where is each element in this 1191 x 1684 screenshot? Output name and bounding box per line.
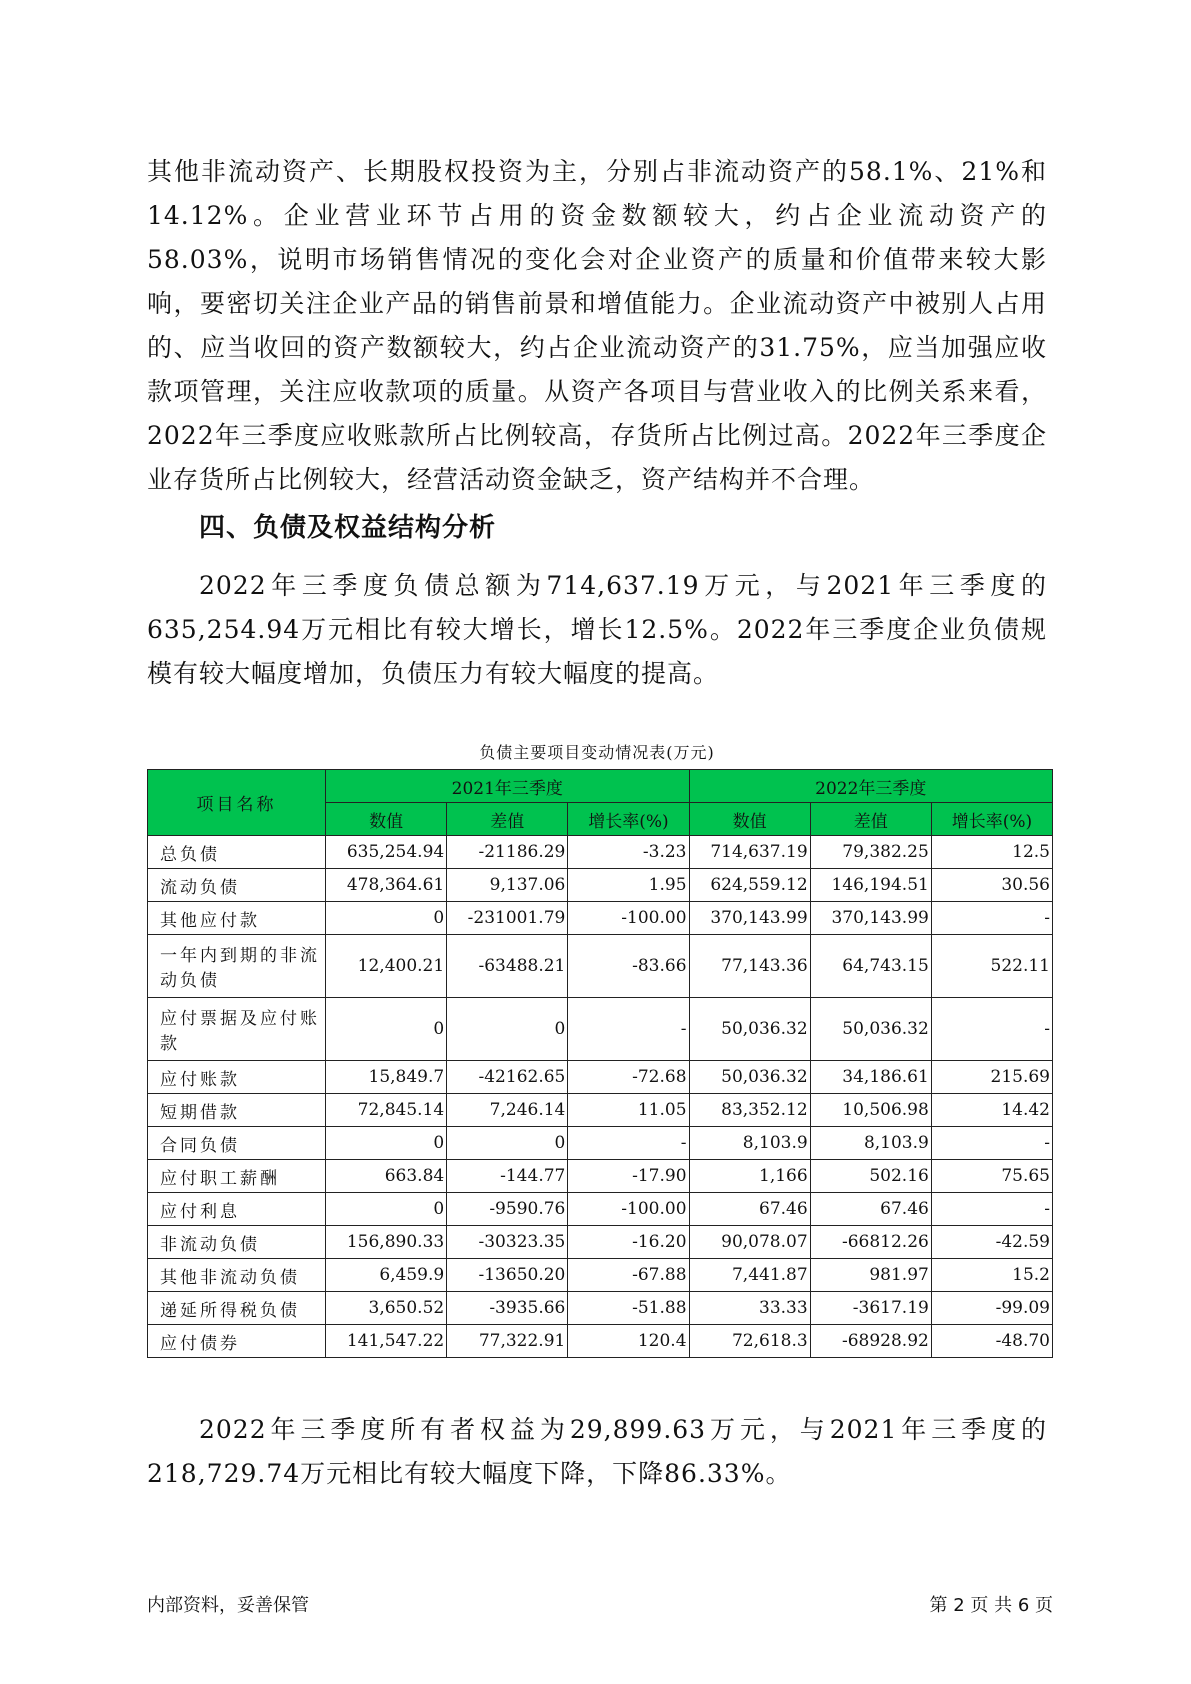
cell-diff-2021: 0 bbox=[447, 998, 568, 1061]
cell-rate-2022: 75.65 bbox=[931, 1160, 1052, 1193]
cell-diff-2022: -3617.19 bbox=[810, 1292, 931, 1325]
cell-diff-2021: 9,137.06 bbox=[447, 869, 568, 902]
confidential-note: 内部资料，妥善保管 bbox=[147, 1595, 309, 1616]
cell-value-2022: 33.33 bbox=[689, 1292, 810, 1325]
cell-rate-2021: -51.88 bbox=[568, 1292, 689, 1325]
cell-rate-2021: 11.05 bbox=[568, 1094, 689, 1127]
cell-value-2021: 635,254.94 bbox=[326, 836, 447, 869]
table-row bbox=[148, 1292, 1053, 1325]
table-row bbox=[148, 1127, 1053, 1160]
row-label: 递延所得税负债 bbox=[148, 1292, 326, 1325]
cell-diff-2022: 79,382.25 bbox=[810, 836, 931, 869]
cell-diff-2021: -3935.66 bbox=[447, 1292, 568, 1325]
row-label: 应付职工薪酬 bbox=[148, 1160, 326, 1193]
cell-rate-2021: 120.4 bbox=[568, 1325, 689, 1358]
cell-rate-2022: -42.59 bbox=[931, 1226, 1052, 1259]
paragraph-asset-structure: 其他非流动资产、长期股权投资为主，分别占非流动资产的58.1%、21%和14.12%。企业营业环节占用的资金数额较大，约占企业流动资产的58.03%，说明市场销售情况的变化会对企业资产的质量和价值带来较大影响，要密切关注企业产品的销售前景和增值能力。企业流动资产中被别人占用的、应当收回的资产数额较大，约占企业流动资产的31.75%，应当加强应收款项管理，关注应收款项的质量。从资产各项目与营业收入的比例关系来看，2022年三季度应收账款所占比例较高，存货所占比例过高。2022年三季度企业存货所占比例较大，经营活动资金缺乏，资产结构并不合理。 bbox=[147, 157, 1047, 494]
cell-rate-2021: -100.00 bbox=[568, 1193, 689, 1226]
row-label: 应付票据及应付账款 bbox=[148, 998, 326, 1061]
cell-diff-2021: -63488.21 bbox=[447, 935, 568, 998]
table-row bbox=[148, 1259, 1053, 1292]
cell-value-2022: 90,078.07 bbox=[689, 1226, 810, 1259]
cell-rate-2021: -3.23 bbox=[568, 836, 689, 869]
cell-diff-2022: 34,186.61 bbox=[810, 1061, 931, 1094]
table-title: 负债主要项目变动情况表(万元) bbox=[479, 743, 715, 762]
header-value-2022: 数值 bbox=[689, 803, 810, 836]
cell-rate-2021: -16.20 bbox=[568, 1226, 689, 1259]
paragraph-equity-summary: 2022年三季度所有者权益为29,899.63万元，与2021年三季度的218,729.74万元相比有较大幅度下降，下降86.33%。 bbox=[147, 1415, 1047, 1488]
cell-value-2022: 50,036.32 bbox=[689, 998, 810, 1061]
cell-value-2021: 3,650.52 bbox=[326, 1292, 447, 1325]
cell-value-2021: 0 bbox=[326, 1127, 447, 1160]
cell-diff-2022: 8,103.9 bbox=[810, 1127, 931, 1160]
cell-diff-2021: -13650.20 bbox=[447, 1259, 568, 1292]
row-label: 总负债 bbox=[148, 836, 326, 869]
cell-diff-2021: -21186.29 bbox=[447, 836, 568, 869]
cell-diff-2021: -42162.65 bbox=[447, 1061, 568, 1094]
cell-rate-2022: -99.09 bbox=[931, 1292, 1052, 1325]
table-row bbox=[148, 836, 1053, 869]
cell-value-2022: 83,352.12 bbox=[689, 1094, 810, 1127]
cell-value-2022: 8,103.9 bbox=[689, 1127, 810, 1160]
section-heading-liabilities: 四、负债及权益结构分析 bbox=[199, 513, 497, 543]
row-label: 一年内到期的非流动负债 bbox=[148, 935, 326, 998]
table-row bbox=[148, 1061, 1053, 1094]
cell-diff-2022: -66812.26 bbox=[810, 1226, 931, 1259]
header-group-2022: 2022年三季度 bbox=[689, 770, 1052, 803]
cell-value-2022: 1,166 bbox=[689, 1160, 810, 1193]
cell-value-2021: 6,459.9 bbox=[326, 1259, 447, 1292]
header-diff-2021: 差值 bbox=[447, 803, 568, 836]
cell-rate-2021: -17.90 bbox=[568, 1160, 689, 1193]
cell-rate-2021: -72.68 bbox=[568, 1061, 689, 1094]
cell-value-2022: 714,637.19 bbox=[689, 836, 810, 869]
cell-diff-2021: 0 bbox=[447, 1127, 568, 1160]
table-row bbox=[148, 902, 1053, 935]
cell-rate-2022: - bbox=[931, 1127, 1052, 1160]
cell-rate-2022: - bbox=[931, 902, 1052, 935]
cell-diff-2021: -231001.79 bbox=[447, 902, 568, 935]
cell-diff-2022: 502.16 bbox=[810, 1160, 931, 1193]
cell-diff-2022: 370,143.99 bbox=[810, 902, 931, 935]
cell-value-2021: 12,400.21 bbox=[326, 935, 447, 998]
table-row bbox=[148, 998, 1053, 1061]
cell-rate-2022: -48.70 bbox=[931, 1325, 1052, 1358]
cell-value-2021: 0 bbox=[326, 1193, 447, 1226]
cell-value-2021: 141,547.22 bbox=[326, 1325, 447, 1358]
table-row bbox=[148, 1325, 1053, 1358]
page-number: 第 2 页 共 6 页 bbox=[929, 1595, 1053, 1616]
table-row bbox=[148, 1094, 1053, 1127]
cell-rate-2021: -100.00 bbox=[568, 902, 689, 935]
header-rate-2022: 增长率(%) bbox=[931, 803, 1052, 836]
cell-value-2022: 77,143.36 bbox=[689, 935, 810, 998]
cell-rate-2022: 215.69 bbox=[931, 1061, 1052, 1094]
cell-diff-2021: 77,322.91 bbox=[447, 1325, 568, 1358]
cell-value-2021: 0 bbox=[326, 998, 447, 1061]
row-label: 应付债券 bbox=[148, 1325, 326, 1358]
cell-diff-2022: 146,194.51 bbox=[810, 869, 931, 902]
cell-rate-2022: 522.11 bbox=[931, 935, 1052, 998]
cell-rate-2022: 15.2 bbox=[931, 1259, 1052, 1292]
cell-diff-2022: 67.46 bbox=[810, 1193, 931, 1226]
cell-rate-2022: - bbox=[931, 998, 1052, 1061]
row-label: 短期借款 bbox=[148, 1094, 326, 1127]
cell-value-2022: 370,143.99 bbox=[689, 902, 810, 935]
table-row bbox=[148, 869, 1053, 902]
table-row bbox=[148, 935, 1053, 998]
cell-diff-2022: 981.97 bbox=[810, 1259, 931, 1292]
cell-diff-2021: -9590.76 bbox=[447, 1193, 568, 1226]
cell-rate-2022: 14.42 bbox=[931, 1094, 1052, 1127]
cell-value-2021: 0 bbox=[326, 902, 447, 935]
row-label: 其他应付款 bbox=[148, 902, 326, 935]
cell-value-2022: 67.46 bbox=[689, 1193, 810, 1226]
cell-value-2022: 7,441.87 bbox=[689, 1259, 810, 1292]
cell-diff-2022: 50,036.32 bbox=[810, 998, 931, 1061]
table-row bbox=[148, 1226, 1053, 1259]
header-group-2021: 2021年三季度 bbox=[326, 770, 689, 803]
cell-rate-2022: - bbox=[931, 1193, 1052, 1226]
header-rate-2021: 增长率(%) bbox=[568, 803, 689, 836]
cell-rate-2022: 12.5 bbox=[931, 836, 1052, 869]
row-label: 非流动负债 bbox=[148, 1226, 326, 1259]
header-value-2021: 数值 bbox=[326, 803, 447, 836]
cell-value-2022: 50,036.32 bbox=[689, 1061, 810, 1094]
cell-value-2021: 15,849.7 bbox=[326, 1061, 447, 1094]
cell-rate-2021: -83.66 bbox=[568, 935, 689, 998]
cell-diff-2021: -144.77 bbox=[447, 1160, 568, 1193]
table-row bbox=[148, 1160, 1053, 1193]
liabilities-table bbox=[147, 769, 1053, 1358]
cell-rate-2021: 1.95 bbox=[568, 869, 689, 902]
cell-value-2022: 624,559.12 bbox=[689, 869, 810, 902]
table-row bbox=[148, 1193, 1053, 1226]
cell-value-2021: 156,890.33 bbox=[326, 1226, 447, 1259]
cell-diff-2022: 64,743.15 bbox=[810, 935, 931, 998]
cell-value-2021: 72,845.14 bbox=[326, 1094, 447, 1127]
row-label: 其他非流动负债 bbox=[148, 1259, 326, 1292]
cell-value-2021: 663.84 bbox=[326, 1160, 447, 1193]
cell-value-2022: 72,618.3 bbox=[689, 1325, 810, 1358]
row-label: 应付账款 bbox=[148, 1061, 326, 1094]
cell-value-2021: 478,364.61 bbox=[326, 869, 447, 902]
cell-diff-2021: -30323.35 bbox=[447, 1226, 568, 1259]
cell-diff-2021: 7,246.14 bbox=[447, 1094, 568, 1127]
document-body bbox=[147, 150, 1050, 1496]
cell-rate-2022: 30.56 bbox=[931, 869, 1052, 902]
cell-diff-2022: -68928.92 bbox=[810, 1325, 931, 1358]
paragraph-liabilities-summary: 2022年三季度负债总额为714,637.19万元，与2021年三季度的635,254.94万元相比有较大增长，增长12.5%。2022年三季度企业负债规模有较大幅度增加，负债压力有较大幅度的提高。 bbox=[147, 571, 1047, 688]
cell-rate-2021: - bbox=[568, 1127, 689, 1160]
row-label: 应付利息 bbox=[148, 1193, 326, 1226]
cell-rate-2021: - bbox=[568, 998, 689, 1061]
header-item-name: 项目名称 bbox=[148, 770, 326, 836]
cell-diff-2022: 10,506.98 bbox=[810, 1094, 931, 1127]
page-footer bbox=[147, 1591, 1053, 1617]
header-diff-2022: 差值 bbox=[810, 803, 931, 836]
row-label: 流动负债 bbox=[148, 869, 326, 902]
cell-rate-2021: -67.88 bbox=[568, 1259, 689, 1292]
row-label: 合同负债 bbox=[148, 1127, 326, 1160]
